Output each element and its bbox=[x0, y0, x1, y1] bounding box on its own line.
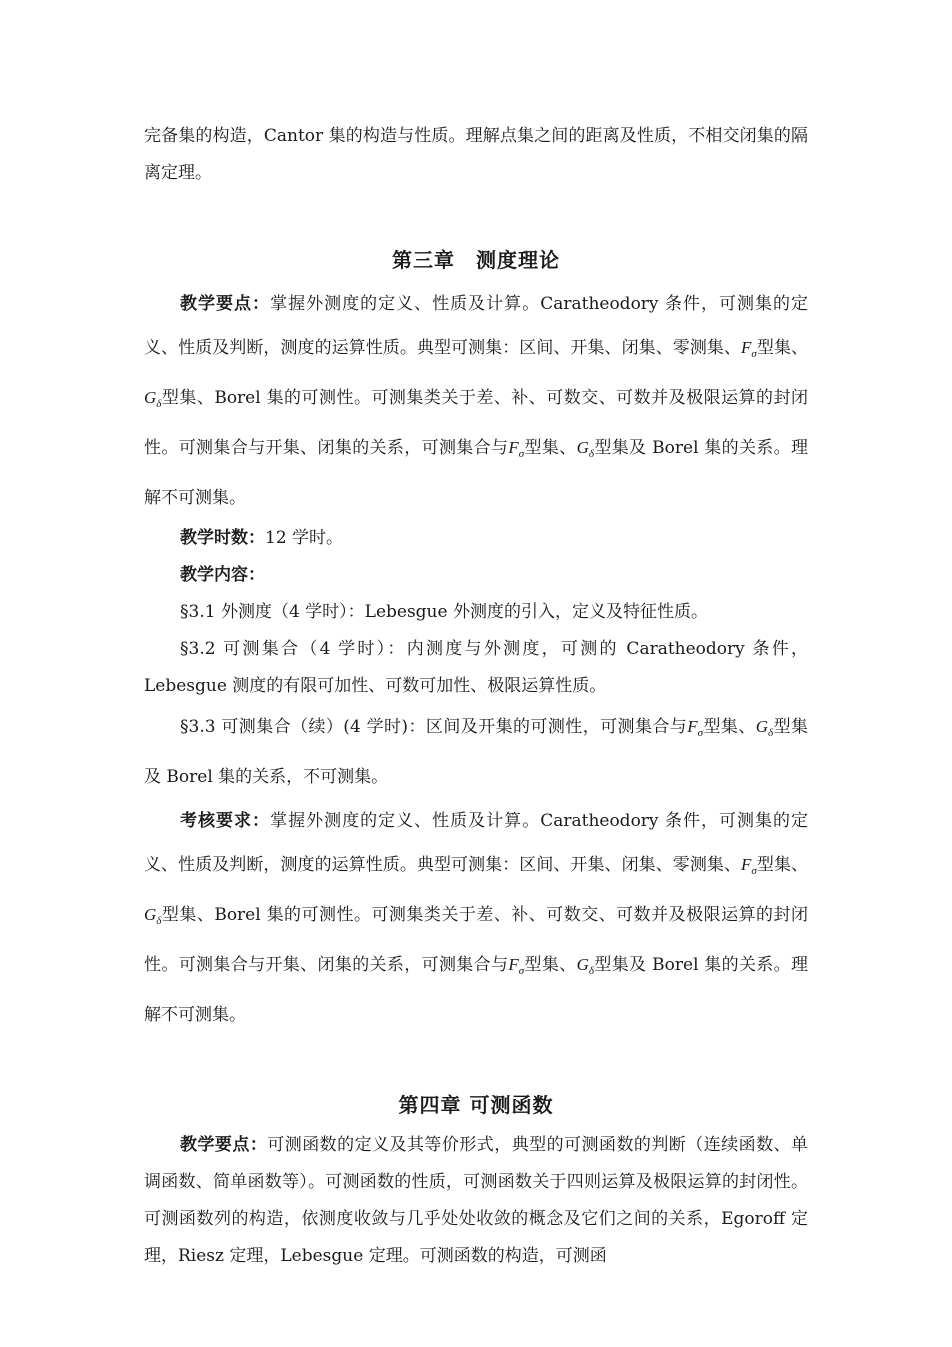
hours-label: 教学时数： bbox=[180, 528, 265, 548]
section-3-3-text-a: §3.3 可测集合（续）(4 学时)：区间及开集的可测性，可测集合与 bbox=[180, 717, 688, 737]
hours-value: 12 学时。 bbox=[265, 528, 344, 548]
chapter-4-key-points bbox=[144, 1127, 808, 1275]
key-points-text-c: 型集、Borel 集的可测性。可测集类关于差、补、可数交、可数并及极限运算的封闭性。可测集合与开集、闭集的关系，可测集合与 bbox=[144, 388, 808, 458]
section-3-3-text-b: 型集、 bbox=[703, 717, 756, 737]
exam-text-e: 型集及 Borel 集的关系。理解不可测集。 bbox=[144, 955, 809, 1025]
f-sigma-symbol: $F_\sigma$ bbox=[741, 855, 757, 877]
g-delta-symbol: $G_\delta$ bbox=[144, 905, 162, 927]
key-points-label: 教学要点： bbox=[180, 294, 271, 314]
f-sigma-symbol: $F_\sigma$ bbox=[508, 955, 525, 977]
key-points-text-a: 掌握外测度的定义、性质及计算。Caratheodory 条件，可测集的定义、性质及判断，测度的运算性质。典型可测集：区间、开集、闭集、零测集、 bbox=[144, 294, 809, 358]
chapter-3-content-label bbox=[144, 557, 808, 594]
exam-text-c: 型集、Borel 集的可测性。可测集类关于差、补、可数交、可数并及极限运算的封闭性。可测集合与开集、闭集的关系，可测集合与 bbox=[144, 905, 808, 975]
chapter-3-exam-requirements bbox=[144, 799, 808, 1037]
key-points-text-b: 型集、 bbox=[756, 338, 808, 358]
f-sigma-symbol: $F_\sigma$ bbox=[508, 438, 525, 460]
chapter-4-key-points-text: 可测函数的定义及其等价形式，典型的可测函数的判断（连续函数、单调函数、简单函数等）。可测函数的性质，可测函数关于四则运算及极限运算的封闭性。可测函数列的构造，依测度收敛与几乎处处收敛的概念及它们之间的关系，Egoroff 定理，Riesz 定理，Lebesgue 定理。可测函数的构造，可测函 bbox=[144, 1135, 809, 1266]
chapter-3-hours bbox=[144, 520, 808, 557]
exam-label: 考核要求： bbox=[180, 811, 271, 831]
chapter-3-title: 第三章 测度理论 bbox=[392, 248, 560, 272]
g-delta-symbol: $G_\delta$ bbox=[755, 717, 774, 739]
f-sigma-symbol: $F_\sigma$ bbox=[741, 338, 757, 360]
content-label: 教学内容： bbox=[180, 565, 265, 585]
key-points-text-d: 型集、 bbox=[524, 438, 577, 458]
exam-text-a: 掌握外测度的定义、性质及计算。Caratheodory 条件，可测集的定义、性质及判断，测度的运算性质。典型可测集：区间、开集、闭集、零测集、 bbox=[144, 811, 809, 875]
section-3-2: §3.2 可测集合（4 学时）：内测度与外测度，可测的 Caratheodory 条件，Lebesgue 测度的有限可加性、可数可加性、极限运算性质。 bbox=[144, 639, 808, 696]
intro-paragraph: 完备集的构造，Cantor 集的构造与性质。理解点集之间的距离及性质，不相交闭集的隔离定理。 bbox=[144, 126, 808, 183]
g-delta-symbol: $G_\delta$ bbox=[576, 438, 594, 460]
document-page bbox=[144, 118, 808, 1275]
section-3-3-text-c: 型集及 Borel 集的关系，不可测集。 bbox=[144, 717, 808, 787]
f-sigma-symbol: $F_\sigma$ bbox=[687, 717, 704, 739]
section-3-3 bbox=[144, 705, 808, 799]
section-3-1: §3.1 外测度（4 学时）：Lebesgue 外测度的引入，定义及特征性质。 bbox=[180, 602, 708, 622]
key-points-text-e: 型集及 Borel 集的关系。理解不可测集。 bbox=[144, 438, 809, 508]
key-points-label: 教学要点： bbox=[180, 1135, 268, 1155]
g-delta-symbol: $G_\delta$ bbox=[144, 388, 162, 410]
chapter-3-key-points bbox=[144, 282, 808, 520]
g-delta-symbol: $G_\delta$ bbox=[576, 955, 594, 977]
chapter-4-title: 第四章 可测函数 bbox=[398, 1093, 554, 1117]
exam-text-b: 型集、 bbox=[756, 855, 808, 875]
exam-text-d: 型集、 bbox=[524, 955, 577, 975]
